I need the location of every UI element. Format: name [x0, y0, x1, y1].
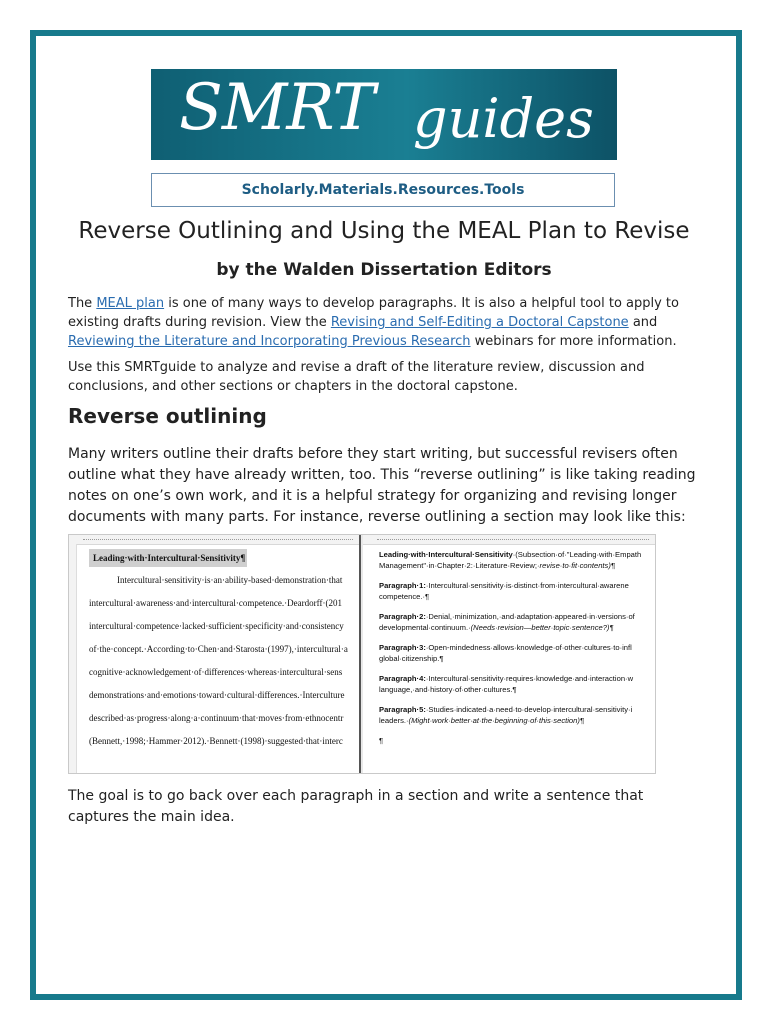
draft-heading: Leading·with·Intercultural·Sensitivity¶ [89, 549, 247, 567]
outline-text-line2: competence.·¶ [379, 592, 430, 601]
outline-document-pane [363, 535, 655, 773]
outline-label: Leading·with·Intercultural·Sensitivity [379, 550, 513, 559]
section-paragraph: Many writers outline their drafts before they start writing, but successful revisers often outline what they have already written, too. This “reverse outlining” is like taking reading notes on one’s own work, and it is a helpful strategy for organizing and revising longer documents with many parts. For instance, reverse outlining a section may look like this: [68, 446, 696, 525]
outline-note: ·revise·to·fit·contents)¶ [537, 561, 615, 570]
draft-line: intercultural·awareness·and·intercultural·competence.·Deardorff·(201 [89, 598, 342, 608]
section-heading: Reverse outlining [68, 404, 267, 428]
outline-text-line2: global·citizenship.¶ [379, 654, 444, 663]
smrtguides-logo [151, 69, 617, 160]
outline-text-line: ·Open-mindedness·allows·knowledge·of·other·cultures·to·infl [425, 643, 632, 652]
draft-line: Intercultural·sensitivity·is·an·ability-based·demonstration·that [117, 575, 343, 585]
byline: by the Walden Dissertation Editors [216, 260, 552, 280]
outline-text-line: ·Intercultural·sensitivity·is·distinct·from·intercultural·awarene [425, 581, 629, 590]
ruler [363, 535, 655, 545]
draft-line: described·as·progress·along·a·continuum·that·moves·from·ethnocentr [89, 713, 344, 723]
meal-plan-link[interactable]: MEAL plan [96, 296, 165, 311]
outline-block [379, 704, 655, 726]
outline-label: Paragraph·5: [379, 705, 426, 714]
outline-text-line: ·Studies·indicated·a·need·to·develop·intercultural·sensitivity·i [425, 705, 633, 714]
outline-end-mark: ¶ [379, 736, 384, 745]
outline-block [379, 673, 655, 695]
draft-text [89, 549, 361, 759]
outline-label: Paragraph·1: [379, 581, 426, 590]
outline-text-line: ·Denial,·minimization,·and·adaptation·appeared·in·versions·of [425, 612, 635, 621]
vertical-ruler [69, 544, 77, 773]
draft-line: cognitive·acknowledgement·of·differences·whereas·intercultural·sens [89, 667, 343, 677]
outline-text [379, 549, 655, 755]
revising-webinar-link[interactable]: Revising and Self-Editing a Doctoral Capstone [330, 315, 629, 330]
outline-text-line: ·Intercultural·sensitivity·requires·knowledge·and·interaction·w [425, 674, 634, 683]
outline-label: Paragraph·4: [379, 674, 426, 683]
draft-document-pane [69, 535, 361, 773]
ruler [69, 535, 359, 545]
logo-text-guides: guides [413, 87, 594, 150]
outline-block [379, 580, 655, 602]
closing-paragraph: The goal is to go back over each paragraph in a section and write a sentence that captures the main idea. [68, 788, 644, 825]
tagline-box [151, 173, 615, 207]
draft-line: of·the·concept.·According·to·Chen·and·Starosta·(1997),·intercultural·a [89, 644, 348, 654]
outline-block [379, 549, 655, 571]
outline-note: (Might·work·better·at·the·beginning·of·this·section)¶ [408, 716, 584, 725]
draft-line: (Bennett,·1998;·Hammer·2012).·Bennett·(1998)·suggested·that·interc [89, 736, 343, 746]
use-paragraph: Use this SMRTguide to analyze and revise a draft of the literature review, discussion and conclusions, and other sections or chapters in the doctoral capstone. [68, 360, 645, 394]
outline-text-line2: Management"·in·Chapter·2:·Literature·Review; [379, 561, 538, 570]
outline-label: Paragraph·3: [379, 643, 426, 652]
intro-paragraph [68, 294, 702, 351]
intro-text-3: and [628, 315, 658, 330]
outline-text-line2: language,·and·history·of·other·cultures.¶ [379, 685, 517, 694]
reverse-outline-screenshot [68, 534, 656, 774]
logo-text-smrt: SMRT [179, 71, 375, 145]
draft-line: intercultural·competence·lacked·sufficient·specificity·and·consistency [89, 621, 344, 631]
intro-text-4: webinars for more information. [470, 334, 677, 349]
outline-text-line2: leaders.· [379, 716, 409, 725]
outline-block [379, 611, 655, 633]
tagline-text: Scholarly.Materials.Resources.Tools [241, 182, 525, 198]
outline-text-line2: developmental·continuum.· [379, 623, 471, 632]
page-title: Reverse Outlining and Using the MEAL Plan to Revise [78, 218, 690, 244]
outline-block [379, 642, 655, 664]
intro-text-1: The [68, 296, 97, 311]
outline-label: Paragraph·2: [379, 612, 426, 621]
outline-note: (Needs·revision—better·topic·sentence?)¶ [470, 623, 614, 632]
reviewing-literature-webinar-link[interactable]: Reviewing the Literature and Incorporating Previous Research [68, 334, 471, 349]
intro-text-2: is one of many ways to develop paragraphs. It is also a helpful tool to apply to existing drafts during revision. View the [68, 296, 679, 330]
outline-text-line: ·(Subsection·of·"Leading·with·Empath [512, 550, 642, 559]
draft-line: demonstrations·and·emotions·toward·cultural·differences.·Interculture [89, 690, 345, 700]
